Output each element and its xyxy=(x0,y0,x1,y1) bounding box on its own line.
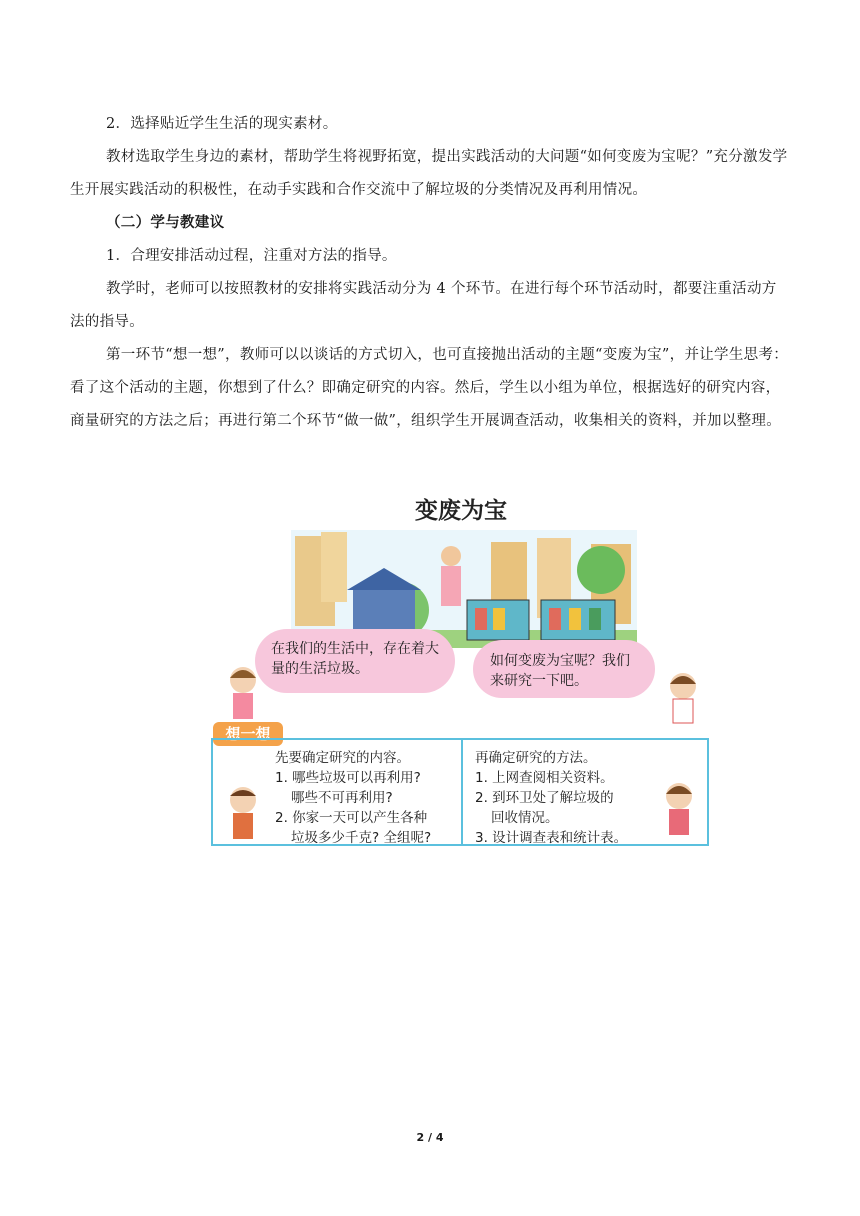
method-intro: 再确定研究的方法。 xyxy=(475,750,597,766)
paragraph-3: 1．合理安排活动过程，注重对方法的指导。 xyxy=(106,248,397,264)
content-item-1: 1. 哪些垃圾可以再利用? xyxy=(275,770,421,786)
paragraph-5: 第一环节“想一想”，教师可以以谈话的方式切入，也可直接抛出活动的主题“变废为宝”，并让学生思考：看了这个活动的主题，你想到了什么？即确定研究的内容。然后，学生以小组为单位，根据选好的研究内容，商量研究的方法之后；再进行第二个环节“做一做”，组织学生开展调查活动，收集相关的资料，并加以整理。 xyxy=(70,347,789,429)
boy-character-icon xyxy=(221,782,265,842)
paragraph-2: 教材选取学生身边的素材，帮助学生将视野拓宽，提出实践活动的大问题“如何变废为宝呢？”充分激发学生开展实践活动的积极性，在动手实践和合作交流中了解垃圾的分类情况及再利用情况。 xyxy=(70,149,788,198)
method-item-3: 3. 设计调查表和统计表。 xyxy=(475,830,628,846)
think-box xyxy=(211,738,709,846)
girl-character-icon xyxy=(223,662,263,722)
speech-bubble-right: 如何变废为宝呢？我们来研究一下吧。 xyxy=(473,640,655,698)
method-item-2b: 回收情况。 xyxy=(491,810,559,826)
content-item-2: 2. 你家一天可以产生各种 xyxy=(275,810,428,826)
research-content-column xyxy=(275,748,455,848)
textbook-illustration xyxy=(211,492,711,847)
speech-bubble-left: 在我们的生活中，存在着大量的生活垃圾。 xyxy=(255,629,455,693)
girl-phone-character-icon xyxy=(657,778,701,838)
content-item-2b: 垃圾多少千克? 全组呢? xyxy=(291,830,432,846)
method-item-1: 1. 上网查阅相关资料。 xyxy=(475,770,614,786)
page-number: 2 / 4 xyxy=(416,1131,444,1144)
girl-character-right-icon xyxy=(661,668,705,726)
content-item-1b: 哪些不可再利用? xyxy=(291,790,393,806)
research-method-column xyxy=(475,748,645,848)
content-intro: 先要确定研究的内容。 xyxy=(275,750,410,766)
section-heading: （二）学与教建议 xyxy=(106,215,225,231)
paragraph-1: 2．选择贴近学生生活的现实素材。 xyxy=(106,116,338,132)
think-tag: 想一想 xyxy=(213,722,283,746)
paragraph-4: 教学时，老师可以按照教材的安排将实践活动分为 4 个环节。在进行每个环节活动时，都要注重活动方法的指导。 xyxy=(70,281,777,330)
column-divider xyxy=(461,740,463,844)
method-item-2: 2. 到环卫处了解垃圾的 xyxy=(475,790,614,806)
figure-title: 变废为宝 xyxy=(415,498,507,524)
